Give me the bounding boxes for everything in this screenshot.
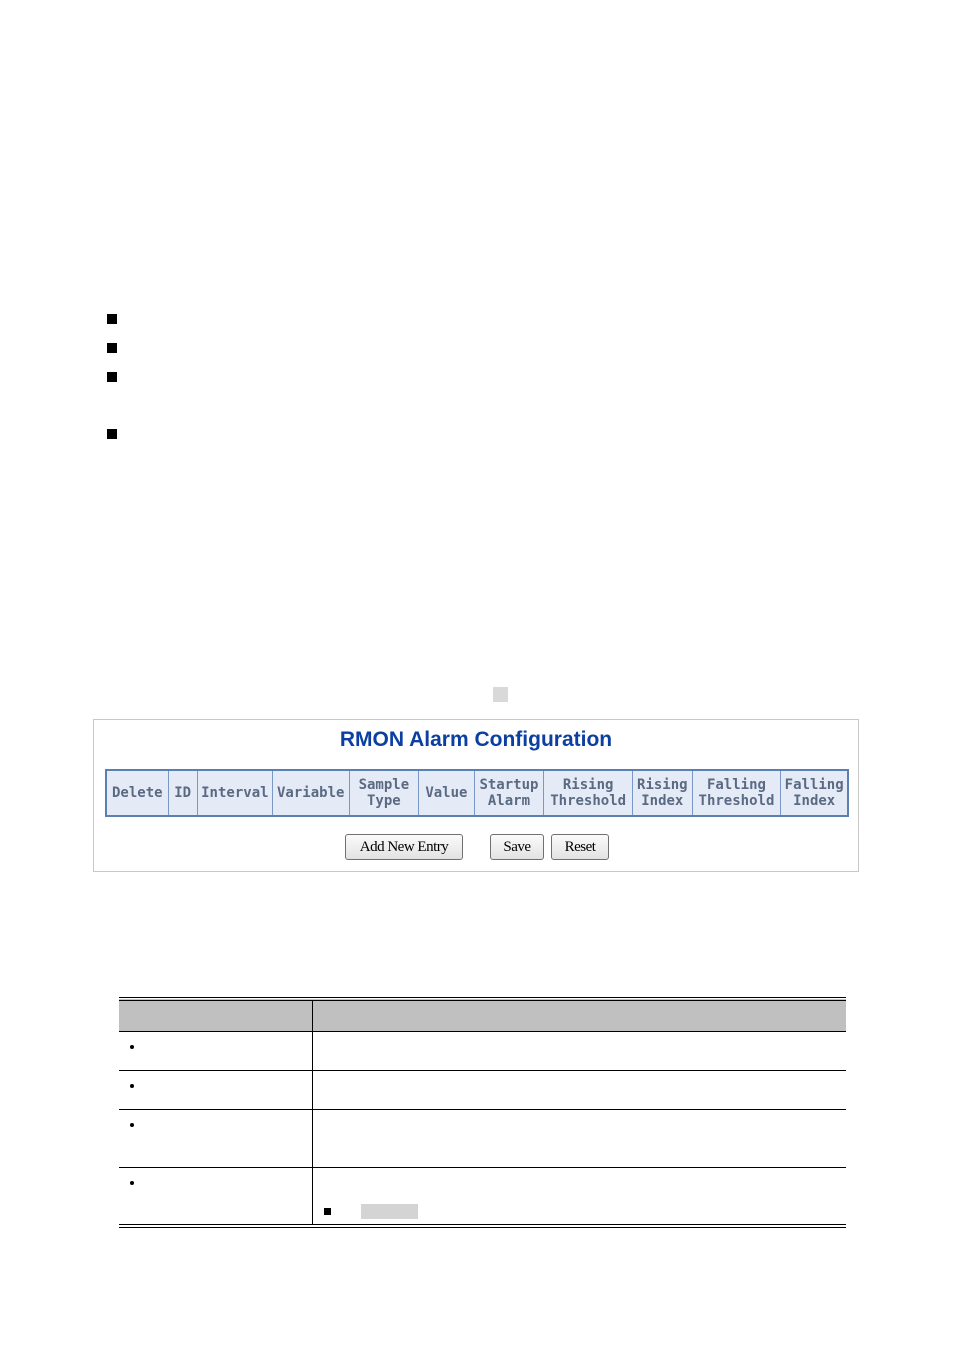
col-id: ID [168, 770, 197, 816]
bullet-dot [130, 1084, 134, 1088]
bullet-dot [130, 1123, 134, 1127]
col-rising-index: Rising Index [633, 770, 693, 816]
parameter-table [119, 997, 846, 1228]
list-bullet-1 [107, 314, 117, 324]
col-variable: Variable [272, 770, 349, 816]
list-bullet-3 [107, 372, 117, 382]
list-bullet-4 [107, 429, 117, 439]
rmon-alarm-table [105, 769, 849, 817]
col-delete: Delete [106, 770, 168, 816]
panel-title: RMON Alarm Configuration [339, 728, 613, 751]
col-value: Value [419, 770, 474, 816]
shaded-value-box [361, 1204, 418, 1219]
rmon-alarm-config-panel [93, 719, 859, 872]
list-bullet-2 [107, 343, 117, 353]
bullet-dot [130, 1045, 134, 1049]
table-row [119, 1032, 846, 1071]
table-header-row [106, 770, 848, 816]
col-falling-threshold: Falling Threshold [692, 770, 781, 816]
col-interval: Interval [197, 770, 272, 816]
row-description [313, 1071, 847, 1110]
col-sample-type: Sample Type [349, 770, 419, 816]
table-row [119, 1110, 846, 1168]
sub-bullet-square [324, 1208, 331, 1215]
table-row [119, 1071, 846, 1110]
header-object [119, 999, 313, 1032]
header-description [313, 999, 847, 1032]
col-falling-index: Falling Index [781, 770, 848, 816]
add-new-entry-button[interactable]: Add New Entry [345, 834, 463, 860]
reset-button[interactable]: Reset [551, 834, 609, 860]
inline-highlight-marker [493, 687, 508, 702]
col-startup-alarm: Startup Alarm [474, 770, 544, 816]
parameter-table-header [119, 999, 846, 1032]
bullet-dot [130, 1181, 134, 1185]
col-rising-threshold: Rising Threshold [544, 770, 633, 816]
row-description [313, 1032, 847, 1071]
table-row [119, 1168, 846, 1226]
row-description [313, 1110, 847, 1168]
save-button[interactable]: Save [490, 834, 544, 860]
